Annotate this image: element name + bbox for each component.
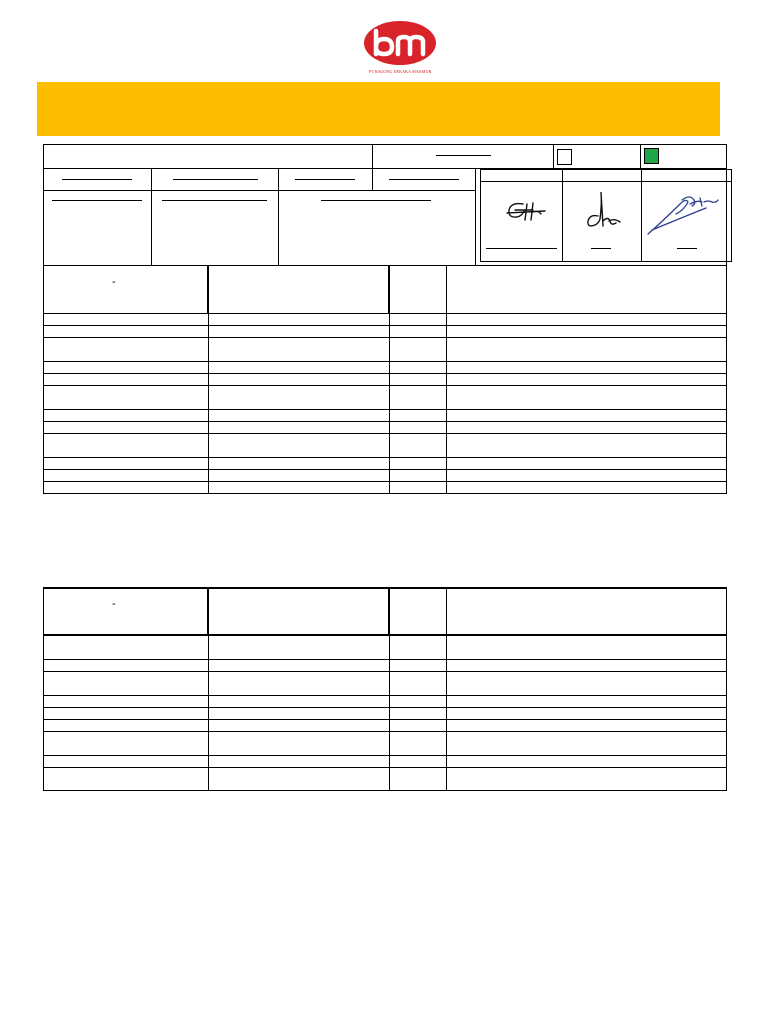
- detail-table-2: [43, 587, 727, 791]
- detail-table-1: [43, 265, 727, 494]
- field-underline: [62, 179, 132, 180]
- field-underline: [173, 179, 258, 180]
- company-name: PT BAGONG DEKAKA MAKMUR: [368, 69, 432, 74]
- grid-divider: [640, 144, 641, 168]
- signature-line: [486, 248, 557, 249]
- table-1-column-divider: [208, 313, 209, 494]
- table-2-row: [43, 719, 727, 720]
- grid-divider: [372, 168, 373, 190]
- grid-divider: [278, 168, 279, 266]
- table-2-row: [43, 671, 727, 672]
- grid-divider: [553, 144, 554, 168]
- table-2-row: [43, 767, 727, 768]
- approval-divider: [641, 169, 642, 262]
- signature-2: [578, 188, 626, 236]
- table-1-header-mark: -: [112, 276, 116, 288]
- field-underline: [295, 179, 355, 180]
- table-2-row: [43, 755, 727, 756]
- field-underline: [162, 200, 267, 201]
- table-1-row: [43, 481, 727, 482]
- signature-1: [503, 196, 547, 226]
- status-checkbox-checked[interactable]: [644, 148, 659, 164]
- signature-line: [677, 248, 697, 249]
- table-2-row: [43, 707, 727, 708]
- table-1-row: [43, 337, 727, 338]
- table-1-row: [43, 313, 727, 314]
- field-underline: [321, 200, 431, 201]
- table-2-header-mark: -: [112, 598, 116, 610]
- table-1-header-divider: [388, 266, 390, 313]
- grid-row-divider: [43, 190, 475, 191]
- table-1-row: [43, 373, 727, 374]
- table-2-header-divider: [446, 588, 447, 635]
- table-2-row: [43, 695, 727, 696]
- table-1-column-divider: [389, 313, 390, 494]
- table-1-header-divider: [446, 266, 447, 313]
- table-2-header-bottom: [43, 634, 727, 636]
- field-underline: [436, 155, 491, 156]
- table-2-row: [43, 659, 727, 660]
- table-1-row: [43, 385, 727, 386]
- table-1-header-divider: [207, 266, 209, 313]
- grid-divider: [475, 168, 476, 266]
- title-banner: [37, 82, 720, 136]
- table-1-row: [43, 433, 727, 434]
- table-1-row: [43, 409, 727, 410]
- signature-3: [646, 190, 722, 236]
- table-1-row: [43, 457, 727, 458]
- field-underline: [389, 179, 459, 180]
- table-1-row: [43, 421, 727, 422]
- approval-header-divider: [480, 181, 732, 182]
- table-1-row: [43, 469, 727, 470]
- company-logo: [362, 20, 438, 76]
- grid-divider: [151, 168, 152, 266]
- table-2-row: [43, 731, 727, 732]
- table-1-row: [43, 361, 727, 362]
- table-1-row: [43, 325, 727, 326]
- field-underline: [52, 200, 142, 201]
- table-2-header-divider: [388, 588, 390, 635]
- status-checkbox-unchecked[interactable]: [557, 149, 572, 165]
- table-1-column-divider: [446, 313, 447, 494]
- grid-divider: [372, 144, 373, 168]
- approval-divider: [562, 169, 563, 262]
- signature-line: [591, 248, 611, 249]
- table-2-header-divider: [207, 588, 209, 635]
